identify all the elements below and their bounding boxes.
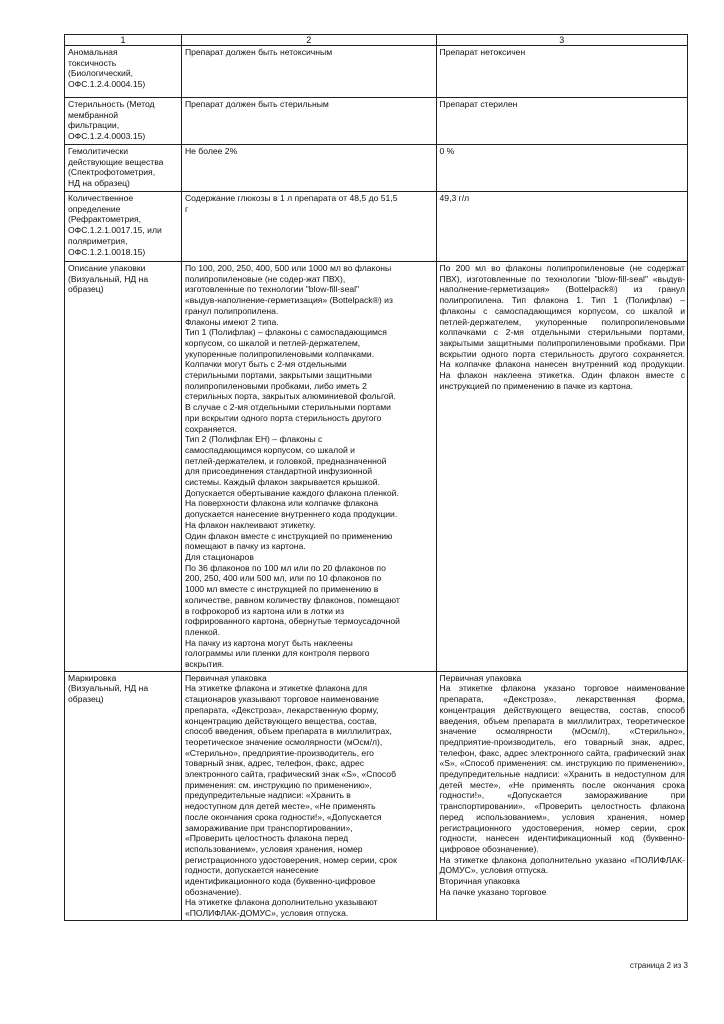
col-header-1: 1 bbox=[65, 35, 182, 46]
result-cell: 49,3 г/л bbox=[436, 192, 687, 262]
table-row bbox=[65, 98, 688, 145]
test-name-cell: Количественное определение (Рефрактометрия, ОФС.1.2.1.0017.15, или поляриметрия, ОФС.1.2.1.0018.15) bbox=[65, 192, 182, 262]
test-name-cell: Аномальная токсичность (Биологический, ОФС.1.2.4.0004.15) bbox=[65, 46, 182, 98]
test-name-cell: Стерильность (Метод мембранной фильтрации, ОФС.1.2.4.0003.15) bbox=[65, 98, 182, 145]
norm-cell: Препарат должен быть нетоксичным bbox=[181, 46, 436, 98]
norm-cell: Первичная упаковка На этикетке флакона и этикетке флакона для стационаров указывают торговое наименование препарата, «Декстроза», лекарственную форму, концентрацию действующего вещества, состав, способ введения, объем препарата в миллилитрах, теоретическое значение осмолярности (мОсм/л), «Стерильно», предприятие-производитель, его товарный знак, адрес, телефон, факс, адрес электронного сайта, графический знак «S», «Способ применения: см. инструкцию по применению», предупредительные надписи: «Хранить в недоступном для детей месте», «Не применять после окончания срока годности!», «Допускается замораживание при транспортировании», «Проверить целостность флакона перед использованием», условия хранения, номер регистрационного удостоверения, номер серии, срок годности, допускается нанесение идентификационного кода (буквенно-цифровое обозначение). На этикетке флакона дополнительно указывают «ПОЛИФЛАК-ДОМУС», условия отпуска. bbox=[181, 671, 436, 920]
norm-cell: По 100, 200, 250, 400, 500 или 1000 мл во флаконы полипропиленовые (не содер-жат ПВХ), изготовленные по технологии "blow-fill-seal" «выдув-наполнение-герметизация» (Bottelpack®) из гранул полипропилена. Флаконы имеют 2 типа. Тип 1 (Полифлак) – флаконы с самоспадающимся корпусом, со шкалой и петлей-держателем, укупоренные полипропиленовыми колпачками. Колпачки могут быть с 2-мя отдельными стерильными портами, закрытыми защитными полипропиленовыми пробками, либо иметь 2 стерильных порта, закрытых алюминиевой фольгой. В случае с 2-мя отдельными стерильными портами при вскрытии одного порта стерильность другого сохраняется. Тип 2 (Полифлак ЕН) – флаконы с самоспадающимся корпусом, со шкалой и петлей-держателем, и головкой, предназначенной для присоединения стандартной инфузионной системы. Каждый флакон закрывается крышкой. Допускается обертывание каждого флакона пленкой. На поверхности флакона или колпачке флакона допускается нанесение внутреннего кода продукции. На флакон наклеивают этикетку. Один флакон вместе с инструкцией по применению помещают в пачку из картона. Для стационаров По 36 флаконов по 100 мл или по 20 флаконов по 200, 250, 400 или 500 мл, или по 10 флаконов по 1000 мл вместе с инструкцией по применению в количестве, равном количеству флаконов, помещают в гофрокороб из картона или в лотки из гофрированного картона, обернутые термоусадочной пленкой. На пачку из картона могут быть наклеены голограммы или пленки для контроля первого вскрытия. bbox=[181, 262, 436, 672]
table-row bbox=[65, 671, 688, 920]
header-row bbox=[65, 35, 688, 46]
table-row bbox=[65, 262, 688, 672]
test-name-cell: Описание упаковки (Визуальный, НД на образец) bbox=[65, 262, 182, 672]
norm-cell: Препарат должен быть стерильным bbox=[181, 98, 436, 145]
table-row bbox=[65, 46, 688, 98]
result-cell: По 200 мл во флаконы полипропиленовые (не содержат ПВХ), изготовленные по технологии "blow-fill-seal" «выдув-наполнение-герметизация» (Bottelpack®) из гранул полипропилена. Тип флакона 1. Тип 1 (Полифлак) – флаконы с самоспадающимся корпусом, со шкалой и петлей-держателем, укупоренные полипропиленовыми колпачками с 2-мя отдельными стерильными портами, закрытыми защитными полипропиленовыми пробками. При вскрытии одного порта стерильность другого сохраняется. На колпачке флакона нанесен внутренний код продукции. На флакон наклеена этикетка. Один флакон вместе с инструкцией по применению в пачке из картона. bbox=[436, 262, 687, 672]
norm-cell: Содержание глюкозы в 1 л препарата от 48,5 до 51,5 г bbox=[181, 192, 436, 262]
result-cell: Препарат нетоксичен bbox=[436, 46, 687, 98]
result-cell: 0 % bbox=[436, 145, 687, 192]
norm-cell: Не более 2% bbox=[181, 145, 436, 192]
specification-table bbox=[64, 34, 688, 921]
table-row bbox=[65, 145, 688, 192]
result-cell: Первичная упаковка На этикетке флакона указано торговое наименование препарата, «Декстроза», лекарственная форма, концентрация действующего вещества, состав, способ введения, объем препарата в миллилитрах, теоретическое значение осмолярности (мОсм/л), «Стерильно», предприятие-производитель, его товарный знак, адрес, телефон, факс, адрес электронного сайта, графический знак «S», «Способ применения: см. инструкцию по применению», предупредительные надписи: «Хранить в недоступном для детей месте», «Не применять после окончания срока годности!», «Допускается замораживание при транспортировании», «Проверить целостность флакона перед использованием», условия хранения, номер регистрационного удостоверения, номер серии, срок годности, нанесен идентификационный код (буквенно-цифровое обозначение). На этикетке флакона дополнительно указано «ПОЛИФЛАК-ДОМУС», условия отпуска. Вторичная упаковка На пачке указано торговое bbox=[436, 671, 687, 920]
col-header-3: 3 bbox=[436, 35, 687, 46]
result-cell: Препарат стерилен bbox=[436, 98, 687, 145]
table-row bbox=[65, 192, 688, 262]
test-name-cell: Гемолитически действующие вещества (Спектрофотометрия, НД на образец) bbox=[65, 145, 182, 192]
page-number: страница 2 из 3 bbox=[629, 961, 688, 970]
col-header-2: 2 bbox=[181, 35, 436, 46]
test-name-cell: Маркировка (Визуальный, НД на образец) bbox=[65, 671, 182, 920]
